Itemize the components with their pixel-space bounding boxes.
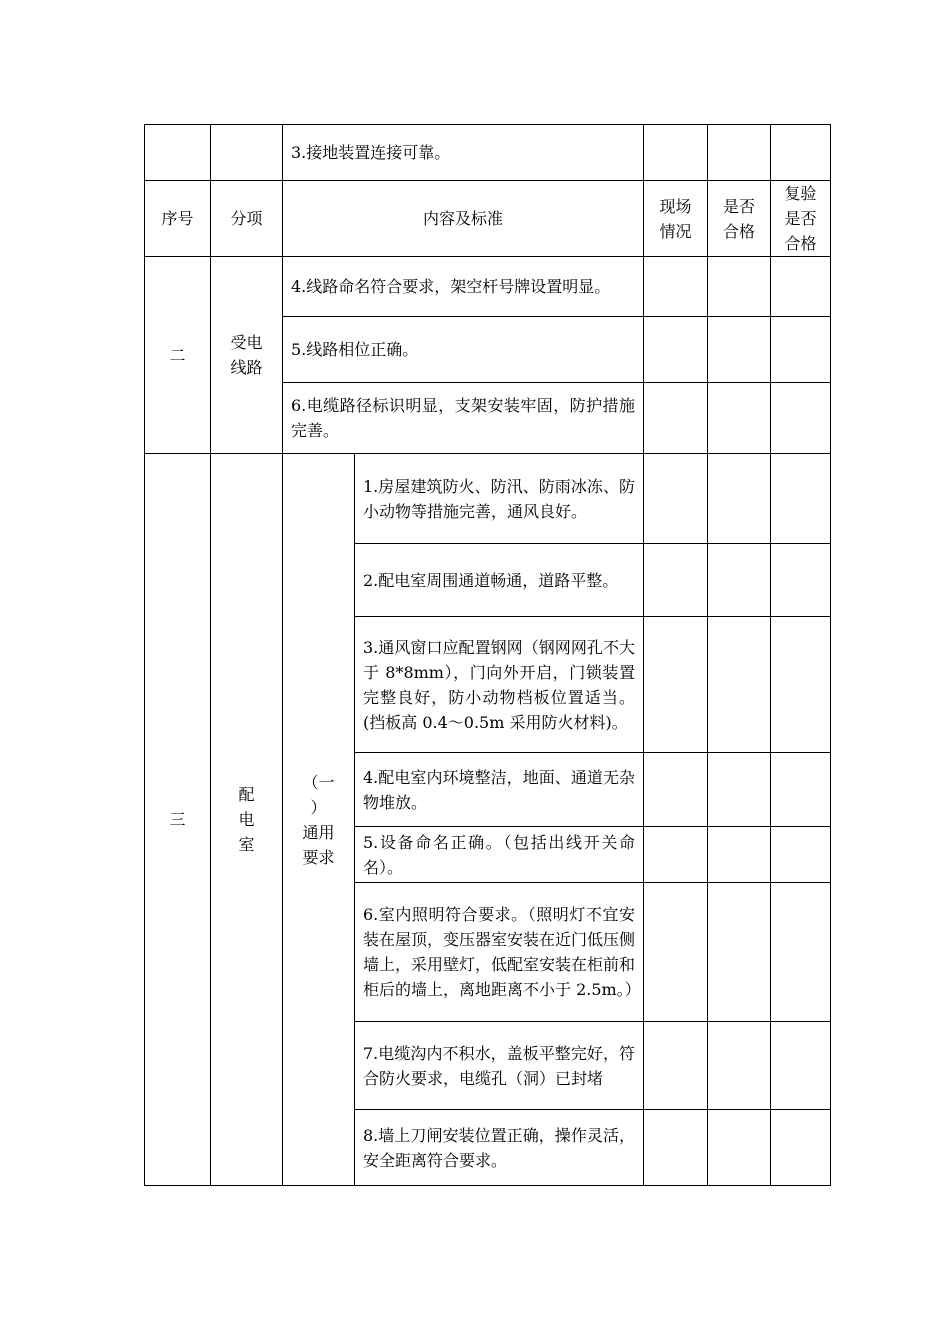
site-cell: [644, 544, 708, 617]
site-cell: [644, 454, 708, 544]
section-item: 配 电 室: [211, 454, 283, 1186]
content-cell: 1.房屋建筑防火、防汛、防雨冰冻、防小动物等措施完善，通风良好。: [355, 454, 644, 544]
content-cell: 7.电缆沟内不积水，盖板平整完好，符合防火要求，电缆孔（洞）已封堵: [355, 1022, 644, 1110]
site-cell: [644, 1110, 708, 1186]
pass-cell: [708, 883, 771, 1022]
subsection-label: （一 ） 通用 要求: [283, 454, 355, 1186]
pass-cell: [708, 257, 771, 317]
site-cell: [644, 883, 708, 1022]
header-recheck: 复验 是否 合格: [771, 181, 831, 257]
table-row: [145, 454, 831, 544]
section-item: 受电 线路: [211, 257, 283, 454]
pass-cell: [708, 827, 771, 883]
recheck-cell: [771, 257, 831, 317]
recheck-cell: [771, 753, 831, 827]
recheck-cell: [771, 454, 831, 544]
pass-cell: [708, 544, 771, 617]
section-no: 二: [145, 257, 211, 454]
content-cell: 4.配电室内环境整洁，地面、通道无杂物堆放。: [355, 753, 644, 827]
header-pass: 是否 合格: [708, 181, 771, 257]
pass-cell: [708, 1022, 771, 1110]
header-row: [145, 181, 831, 257]
content-cell: 8.墙上刀闸安装位置正确，操作灵活，安全距离符合要求。: [355, 1110, 644, 1186]
pass-cell: [708, 317, 771, 383]
site-cell: [644, 125, 708, 181]
pass-cell: [708, 617, 771, 753]
site-cell: [644, 617, 708, 753]
content-cell: 6.电缆路径标识明显，支架安装牢固，防护措施完善。: [283, 383, 644, 454]
header-content: 内容及标准: [283, 181, 644, 257]
content-cell: 3.通风窗口应配置钢网（钢网网孔不大于 8*8mm），门向外开启，门锁装置完整良好，防小动物档板位置适当。(挡板高 0.4～0.5m 采用防火材料)。: [355, 617, 644, 753]
site-cell: [644, 1022, 708, 1110]
recheck-cell: [771, 617, 831, 753]
site-cell: [644, 317, 708, 383]
recheck-cell: [771, 544, 831, 617]
recheck-cell: [771, 1110, 831, 1186]
header-no: 序号: [145, 181, 211, 257]
site-cell: [644, 827, 708, 883]
header-item: 分项: [211, 181, 283, 257]
inspection-table: [144, 124, 831, 1186]
pass-cell: [708, 125, 771, 181]
item-cell-empty: [211, 125, 283, 181]
table-row: [145, 257, 831, 317]
pass-cell: [708, 383, 771, 454]
content-cell: 5.线路相位正确。: [283, 317, 644, 383]
content-cell: 4.线路命名符合要求，架空杆号牌设置明显。: [283, 257, 644, 317]
recheck-cell: [771, 317, 831, 383]
site-cell: [644, 383, 708, 454]
pass-cell: [708, 1110, 771, 1186]
recheck-cell: [771, 883, 831, 1022]
no-cell-empty: [145, 125, 211, 181]
pass-cell: [708, 753, 771, 827]
recheck-cell: [771, 125, 831, 181]
recheck-cell: [771, 1022, 831, 1110]
content-cell: 3.接地装置连接可靠。: [283, 125, 644, 181]
carryover-row: [145, 125, 831, 181]
recheck-cell: [771, 383, 831, 454]
site-cell: [644, 257, 708, 317]
content-cell: 6.室内照明符合要求。（照明灯不宜安装在屋顶，变压器室安装在近门低压侧墙上，采用壁灯，低配室安装在柜前和柜后的墙上，离地距离不小于 2.5m。）: [355, 883, 644, 1022]
section-no: 三: [145, 454, 211, 1186]
content-cell: 2.配电室周围通道畅通，道路平整。: [355, 544, 644, 617]
content-cell: 5.设备命名正确。（包括出线开关命名）。: [355, 827, 644, 883]
recheck-cell: [771, 827, 831, 883]
pass-cell: [708, 454, 771, 544]
site-cell: [644, 753, 708, 827]
header-site: 现场 情况: [644, 181, 708, 257]
